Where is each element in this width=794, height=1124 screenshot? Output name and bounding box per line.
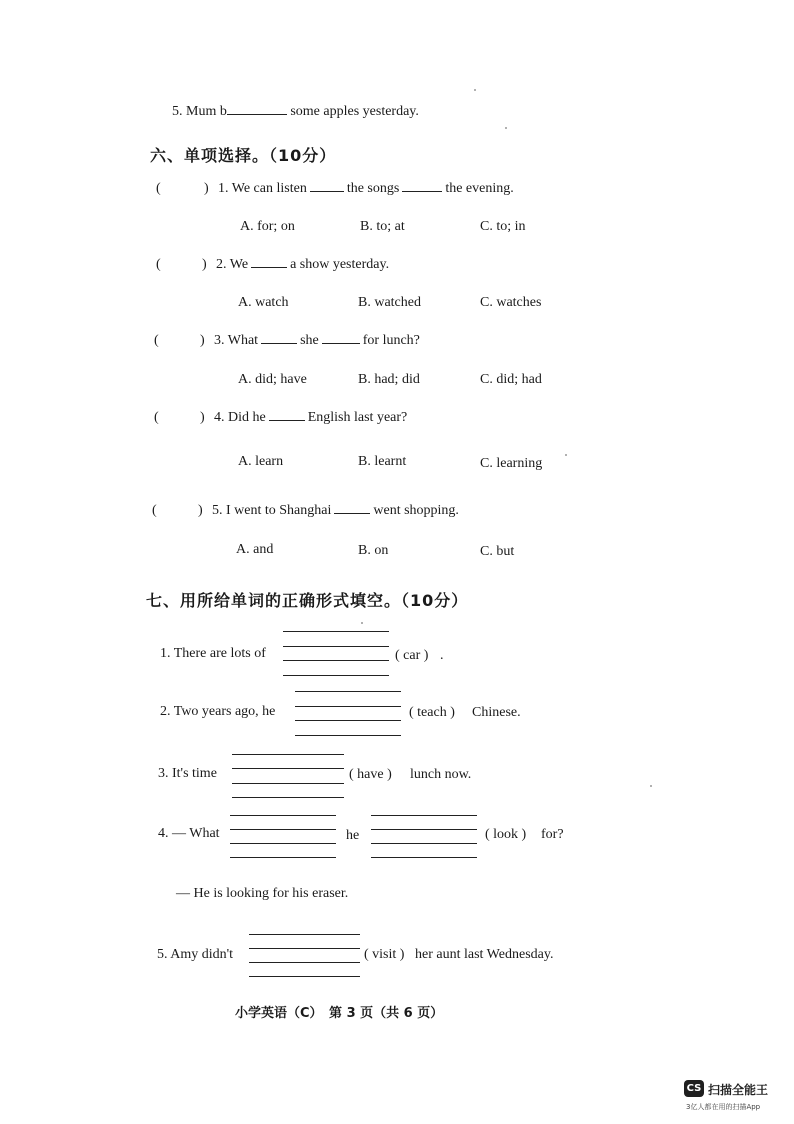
- writing-line[interactable]: [230, 815, 336, 816]
- answer-blank[interactable]: [402, 190, 442, 192]
- writing-line[interactable]: [230, 843, 336, 844]
- writing-line[interactable]: [232, 797, 344, 798]
- word-hint: ( car ): [395, 648, 429, 663]
- option-a[interactable]: A. for; on: [240, 219, 295, 234]
- word-hint: ( have ): [349, 767, 392, 782]
- writing-line[interactable]: [230, 829, 336, 830]
- answer-blank[interactable]: [269, 419, 305, 421]
- answer-blank[interactable]: [310, 190, 344, 192]
- writing-line[interactable]: [283, 675, 389, 676]
- writing-line[interactable]: [283, 646, 389, 647]
- item-2-end: Chinese.: [472, 705, 521, 720]
- question-2: 2. We a show yesterday.: [216, 257, 390, 272]
- option-a[interactable]: A. watch: [238, 295, 289, 310]
- option-b[interactable]: B. had; did: [358, 372, 420, 387]
- writing-line[interactable]: [249, 962, 360, 963]
- option-a[interactable]: A. and: [236, 542, 274, 557]
- item-4-answer: — He is looking for his eraser.: [176, 886, 349, 901]
- scanner-tagline: 3亿人都在用的扫描App: [686, 1103, 761, 1111]
- answer-paren-open: (: [154, 333, 159, 348]
- item-4-text: 4. — What: [158, 826, 220, 841]
- section-6-heading: 六、单项选择。（10分）: [150, 146, 337, 165]
- writing-line[interactable]: [371, 843, 477, 844]
- item-3-end: lunch now.: [410, 767, 472, 782]
- item-5-text: 5. Amy didn't: [157, 947, 234, 962]
- question-3: 3. What she for lunch?: [214, 333, 420, 348]
- item-4-end: for?: [541, 827, 564, 842]
- option-a[interactable]: A. learn: [238, 454, 284, 469]
- writing-line[interactable]: [371, 815, 477, 816]
- scan-speck: [565, 454, 567, 456]
- scanner-app-name: 扫描全能王: [708, 1083, 769, 1097]
- option-b[interactable]: B. on: [358, 543, 389, 558]
- section-7-heading: 七、用所给单词的正确形式填空。（10分）: [146, 591, 469, 610]
- scan-speck: [474, 89, 476, 91]
- answer-paren-close: ): [200, 410, 205, 425]
- item-text: some apples yesterday.: [290, 104, 419, 119]
- scan-speck: [505, 127, 507, 129]
- answer-paren-close: ): [202, 257, 207, 272]
- writing-line[interactable]: [249, 934, 360, 935]
- page-footer: 小学英语（C） 第 3 页（共 6 页）: [235, 1006, 444, 1021]
- writing-line[interactable]: [232, 754, 344, 755]
- word-hint: ( visit ): [364, 947, 405, 962]
- writing-line[interactable]: [295, 720, 401, 721]
- writing-line[interactable]: [295, 706, 401, 707]
- option-b[interactable]: B. to; at: [360, 219, 405, 234]
- question-1: 1. We can listen the songs the evening.: [218, 181, 514, 196]
- question-5: 5. I went to Shanghai went shopping.: [212, 503, 459, 518]
- answer-paren-close: ): [204, 181, 209, 196]
- writing-line[interactable]: [295, 735, 401, 736]
- option-c[interactable]: C. but: [480, 544, 515, 559]
- answer-blank[interactable]: [261, 342, 297, 344]
- answer-paren-close: ): [200, 333, 205, 348]
- answer-paren-open: (: [156, 257, 161, 272]
- writing-line[interactable]: [249, 976, 360, 977]
- writing-line[interactable]: [371, 829, 477, 830]
- writing-line[interactable]: [295, 691, 401, 692]
- item-2-text: 2. Two years ago, he: [160, 704, 276, 719]
- item-3-text: 3. It's time: [158, 766, 217, 781]
- answer-blank[interactable]: [334, 512, 370, 514]
- word-hint: ( look ): [485, 827, 527, 842]
- writing-line[interactable]: [249, 948, 360, 949]
- option-b[interactable]: B. watched: [358, 295, 421, 310]
- option-c[interactable]: C. to; in: [480, 219, 526, 234]
- item-text: 5. Mum b: [172, 104, 227, 119]
- scan-speck: [361, 622, 363, 624]
- option-c[interactable]: C. learning: [480, 456, 543, 471]
- answer-paren-open: (: [154, 410, 159, 425]
- writing-line[interactable]: [230, 857, 336, 858]
- question-4: 4. Did he English last year?: [214, 410, 408, 425]
- writing-line[interactable]: [283, 631, 389, 632]
- option-b[interactable]: B. learnt: [358, 454, 407, 469]
- item-1-text: 1. There are lots of: [160, 646, 266, 661]
- answer-paren-close: ): [198, 503, 203, 518]
- answer-blank[interactable]: [251, 266, 287, 268]
- answer-paren-open: (: [156, 181, 161, 196]
- item-4-mid: he: [346, 828, 360, 843]
- writing-line[interactable]: [371, 857, 477, 858]
- answer-blank[interactable]: [227, 113, 287, 115]
- word-hint: ( teach ): [409, 705, 455, 720]
- item-1-end: .: [440, 648, 444, 663]
- writing-line[interactable]: [283, 660, 389, 661]
- option-c[interactable]: C. did; had: [480, 372, 542, 387]
- item-5-end: her aunt last Wednesday.: [415, 947, 554, 962]
- fill-item-5: [172, 104, 419, 120]
- option-c[interactable]: C. watches: [480, 295, 542, 310]
- answer-blank[interactable]: [322, 342, 360, 344]
- scanner-logo-icon: CS: [684, 1080, 704, 1097]
- scan-speck: [650, 785, 652, 787]
- answer-paren-open: (: [152, 503, 157, 518]
- option-a[interactable]: A. did; have: [238, 372, 307, 387]
- writing-line[interactable]: [232, 783, 344, 784]
- writing-line[interactable]: [232, 768, 344, 769]
